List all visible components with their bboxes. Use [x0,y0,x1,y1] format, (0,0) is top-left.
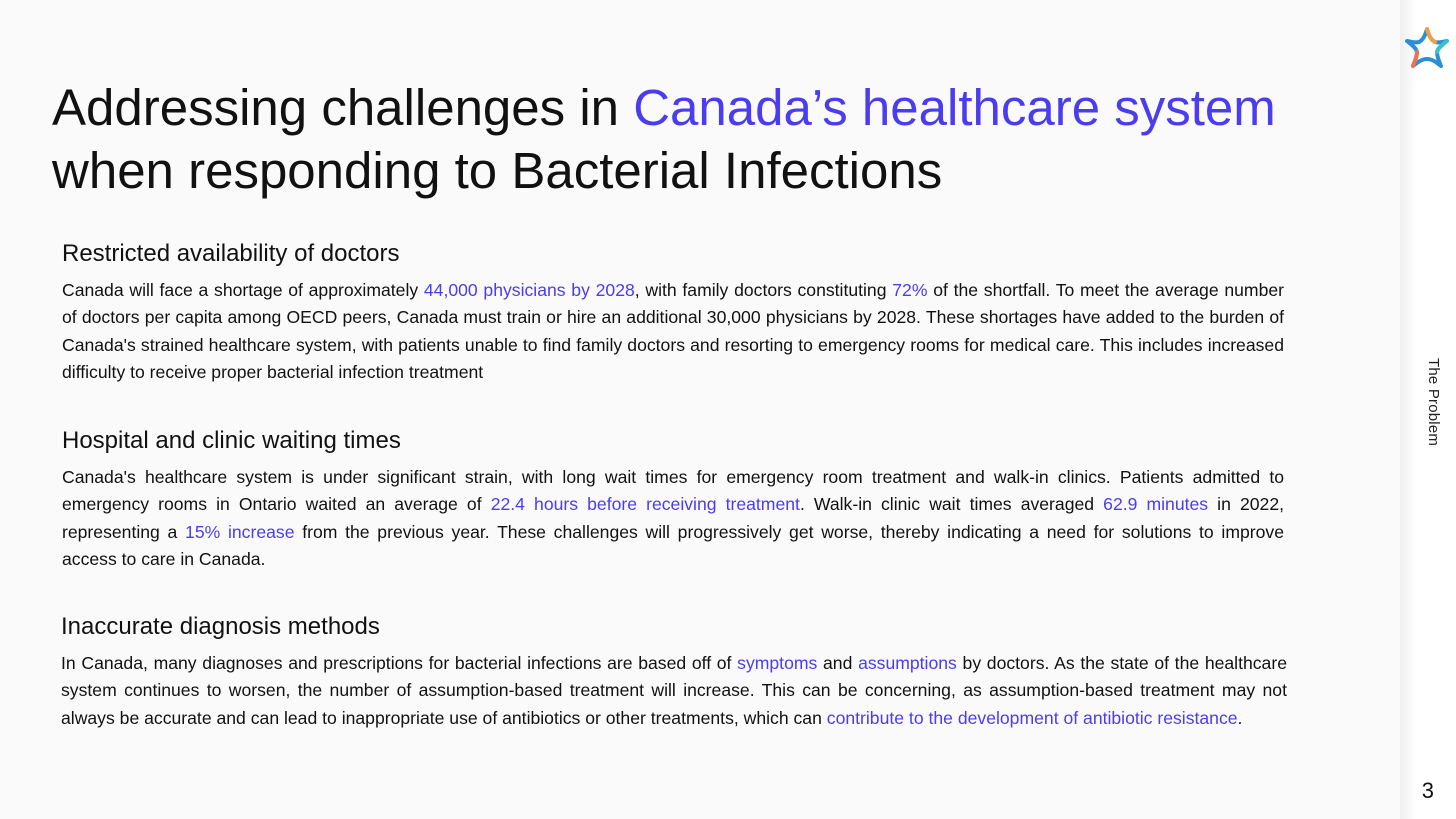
body-text: Canada's healthcare system is under significant strain, with long wait times for emergency room treatment and walk-in clinics. Patients admitted to emergency rooms in Ontario waited an average of [62,467,1284,515]
body-text: . Walk-in clinic wait times averaged [799,494,1104,515]
link-symptoms[interactable]: symptoms [737,653,818,673]
section-body [62,464,1284,573]
section-doctor-availability [62,239,1284,386]
page-number: 3 [1421,778,1434,803]
section-body [61,650,1287,732]
stat-link-clinic-wait[interactable]: 62.9 minutes [1103,494,1209,515]
body-text: in 2022, representing a [62,494,1284,542]
page-title [52,76,1342,202]
link-assumptions[interactable]: assumptions [858,653,957,673]
sidebar [1400,0,1456,819]
section-heading: Hospital and clinic waiting times [62,427,401,454]
body-text: In Canada, many diagnoses and prescriptions for bacterial infections are based off of [61,653,738,673]
section-body [62,277,1284,386]
stat-link-percent[interactable]: 72% [892,280,928,300]
star-logo-icon [1405,26,1449,70]
stat-link-er-wait[interactable]: 22.4 hours before receiving treatment [490,494,800,515]
body-text: Canada will face a shortage of approximately [62,280,424,300]
title-part-1: Addressing challenges in [52,79,634,136]
section-waiting-times [62,426,1284,573]
body-text: from the previous year. These challenges will progressively get worse, thereby indicating a need for solutions to improve access to care in Canada. [62,521,1284,569]
stat-link-increase[interactable]: 15% increase [185,521,295,542]
section-heading: Restricted availability of doctors [62,240,400,267]
title-part-2: when responding to Bacterial Infections [52,142,943,199]
section-heading: Inaccurate diagnosis methods [61,613,380,640]
body-text: , with family doctors constituting [634,280,893,300]
body-text: of the shortfall. To meet the average number of doctors per capita among OECD peers, Canada must train or hire an additional 30,000 physicians by 2028. These shortages have added to the burden of Canada's strained healthcare system, with patients unable to find family doctors and resorting to emergency rooms for medical care. This includes increased difficulty to receive proper bacterial infection treatment [62,280,1285,382]
body-text: . [1237,707,1243,728]
title-highlight: Canada’s healthcare system [633,79,1276,136]
link-antibiotic-resistance[interactable]: contribute to the development of antibiotic resistance [826,707,1238,728]
body-text: by doctors. As the state of the healthcare system continues to worsen, the number of assumption-based treatment will increase. This can be concerning, as assumption-based treatment may not always be accurate and can lead to inappropriate use of antibiotics or other treatments, which can [61,653,1287,728]
section-diagnosis-methods [61,612,1287,732]
section-label: The Problem [1425,358,1442,447]
body-text: and [817,653,859,673]
stat-link-physicians[interactable]: 44,000 physicians by 2028 [423,280,635,300]
